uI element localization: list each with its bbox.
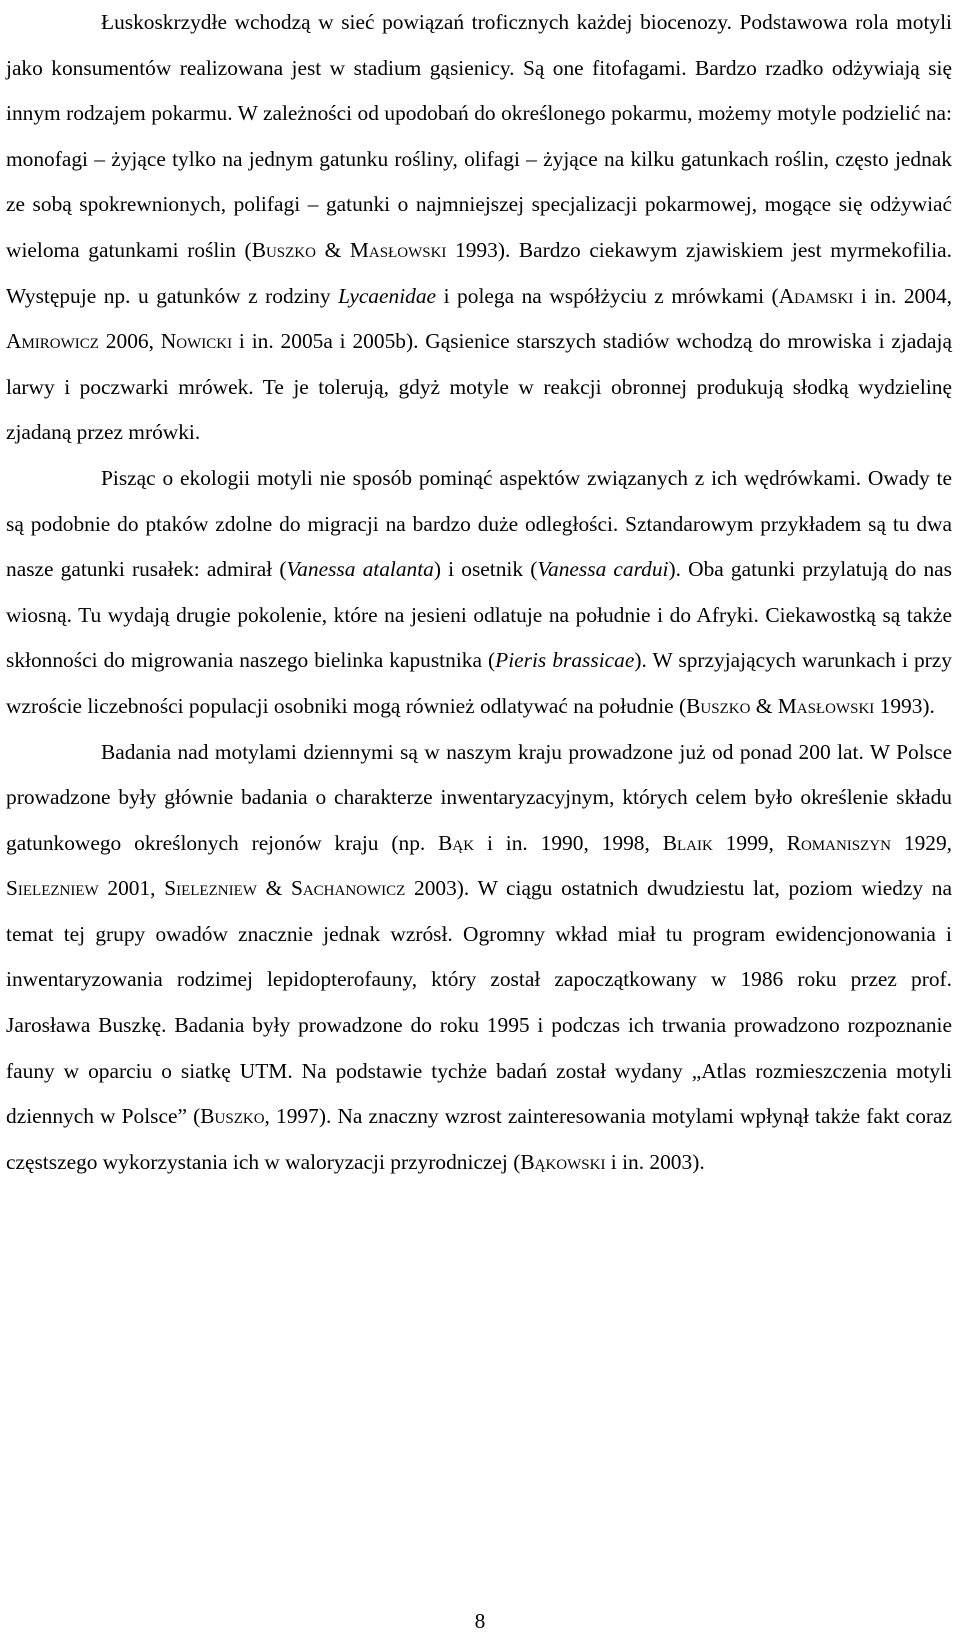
text-run: Łuskoskrzydłe wchodzą w sieć powiązań troficznych każdej biocenozy. Podstawowa rola motyli jako konsumentów realizowana jest w stadium gąsienicy. Są one fitofagami. Bardzo rzadko odżywiają się innym rodzajem pokarmu. W zależności od upodobań do określonego pokarmu, możemy motyle podzielić na: monofagi – żyjące tylko na jednym gatunku rośliny, olifagi – żyjące na kilku gatunkach roślin, często jednak ze sobą spokrewnionych, polifagi – gatunki o najmniejszej specjalizacji pokarmowej, mogące się odżywiać wieloma gatunkami roślin ( [6, 10, 952, 262]
text-run: Badania nad motylami dziennymi są w naszym kraju prowadzone już od ponad 200 lat. W Polsce prowadzone były głównie badania o charakterze inwentaryzacyjnym, których celem było określenie składu gatunkowego określonych rejonów kraju (np. [6, 739, 952, 855]
text-run: , 1997). Na znaczny wzrost zainteresowania motylami wpłynął także fakt coraz częstszego wykorzystania ich w waloryzacji przyrodniczej ( [6, 1104, 953, 1174]
paragraph-research-history [6, 730, 952, 1186]
text-run: i polega na współżyciu z mrówkami ( [436, 283, 779, 308]
text-run: ) i osetnik ( [433, 557, 538, 582]
latin-name: Vanessa cardui [537, 557, 669, 582]
citation-author: Masłowski [349, 237, 447, 262]
paragraph-trophic-role [6, 0, 952, 456]
text-run: i in. 2004, [853, 283, 952, 308]
text-run: Pisząc o ekologii motyli nie sposób pominąć aspektów związanych z ich wędrówkami. Owady te są podobnie do ptaków zdolne do migracji na bardzo duże odległości. Sztandarowym przykładem są tu dwa nasze gatunki rusałek: admirał ( [6, 465, 952, 582]
text-run: i in. 1990, 1998, [474, 830, 663, 855]
citation-author: Sachanowicz [290, 876, 406, 901]
text-run: & [750, 693, 778, 718]
paragraph-migration [6, 456, 952, 730]
text-run: 1993). [874, 693, 935, 718]
latin-name: Lycaenidae [338, 283, 437, 308]
citation-author: Romaniszyn [786, 830, 891, 855]
citation-author: Amirowicz [6, 329, 99, 354]
citation-author: Buszko [200, 1104, 265, 1129]
text-run: 1929, [890, 830, 952, 855]
text-run: 2001, [98, 876, 165, 901]
citation-author: Sielezniew [164, 876, 257, 901]
citation-author: Bąkowski [520, 1149, 606, 1174]
text-run: i in. 2005a i 2005b). Gąsienice starszych stadiów wchodzą do mrowiska i zjadają larwy i poczwarki mrówek. Te je tolerują, gdyż motyle w reakcji obronnej produkują słodką wydzielinę zjadaną przez mrówki. [6, 329, 952, 445]
text-run: & [315, 237, 350, 262]
text-run: 1999, [712, 830, 787, 855]
text-run: ). Oba gatunki przylatują do nas wiosną. Tu wydają drugie pokolenie, które na jesieni odlatuje na południe i do Afryki. Ciekawostką są także skłonności do migrowania naszego bielinka kapustnika ( [6, 557, 952, 673]
citation-author: Nowicki [160, 329, 233, 354]
text-run: & [256, 876, 291, 901]
text-run: 2003). W ciągu ostatnich dwudziestu lat, poziom wiedzy na temat tej grupy owadów znacznie jednak wzrósł. Ogromny wkład miał tu program ewidencjonowania i inwentaryzowania rodzimej lepidopterofauny, który został zapoczątkowany w 1986 roku przez prof. Jarosława Buszkę. Badania były prowadzone do roku 1995 i podczas ich trwania prowadzono rozpoznanie fauny w oparciu o siatkę UTM. Na podstawie tychże badań został wydany „Atlas rozmieszczenia motyli dziennych w Polsce” ( [6, 876, 953, 1129]
text-run: ). W sprzyjających warunkach i przy wzroście liczebności populacji osobniki mogą również odlatywać na południe ( [6, 648, 952, 718]
page-number: 8 [474, 1609, 486, 1633]
citation-author: Bąk [438, 830, 475, 855]
citation-author: Sielezniew [6, 876, 99, 901]
latin-name: Vanessa atalanta [286, 557, 434, 582]
text-run: i in. 2003). [605, 1149, 705, 1174]
text-run: 1993). Bardzo ciekawym zjawiskiem jest myrmekofilia. Występuje np. u gatunków z rodziny [6, 237, 952, 308]
citation-author: Adamski [778, 283, 854, 308]
body-text [6, 0, 952, 1185]
text-run: 2006, [98, 329, 161, 354]
citation-author: Buszko [251, 237, 316, 262]
citation-author: Masłowski [777, 693, 875, 718]
citation-author: Blaik [662, 830, 713, 855]
latin-name: Pieris brassicae [495, 648, 635, 673]
citation-author: Buszko [686, 693, 751, 718]
